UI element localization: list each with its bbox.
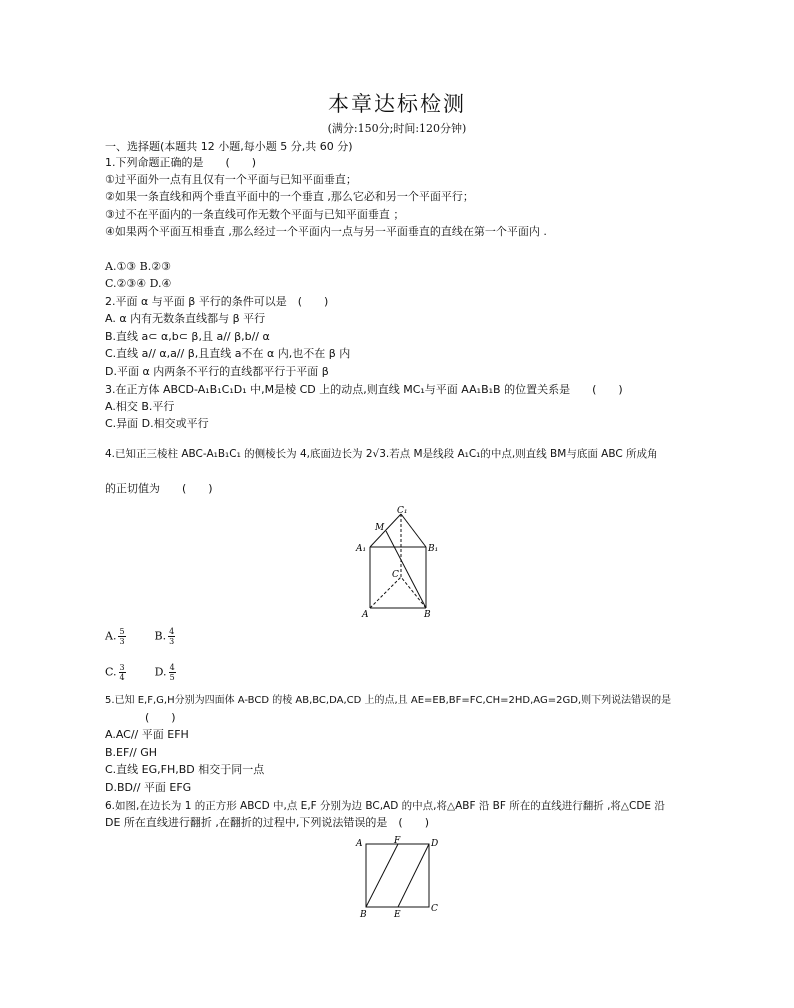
label-A: A: [362, 610, 369, 620]
q4-option-a-label: A.: [105, 629, 117, 643]
q2-option-d: D.平面 α 内两条不平行的直线都平行于平面 β: [105, 365, 329, 378]
q4-option-d-fraction: [169, 663, 176, 682]
label-B: B: [360, 910, 367, 920]
q4-option-b-fraction: [168, 627, 175, 646]
section-heading: 一、选择题(本题共 12 小题,每小题 5 分,共 60 分): [105, 140, 353, 153]
q6-stem-continued: DE 所在直线进行翻折 ,在翻折的过程中,下列说法错误的是 ( ): [105, 816, 429, 829]
q1-statement-2: ②如果一条直线和两个垂直平面中的一个垂直 ,那么它必和另一个平面平行；: [105, 190, 474, 203]
q2-option-b: B.直线 a⊂ α,b⊂ β,且 a// β,b// α: [105, 330, 270, 343]
q1-stem: 1.下列命题正确的是 ( ): [105, 156, 257, 169]
q2-option-a: A. α 内有无数条直线都与 β 平行: [105, 312, 266, 325]
q4-option-b-denominator: 3: [169, 637, 175, 646]
q2-option-c: C.直线 a// α,a// β,且直线 a不在 α 内,也不在 β 内: [105, 347, 351, 360]
q4-options-ab: [105, 627, 175, 646]
q4-option-c-denominator: 4: [119, 673, 125, 682]
q4-option-a-fraction: [118, 627, 125, 646]
label-A: A: [356, 839, 363, 849]
q5-option-b: B.EF// GH: [105, 746, 158, 759]
q4-prism-figure: [350, 505, 445, 620]
q4-stem: 4.已知正三棱柱 ABC-A₁B₁C₁ 的侧棱长为 4,底面边长为 2√3.若点 M是线段 A₁C₁的中点,则直线 BM与底面 ABC 所成角: [105, 448, 658, 460]
q1-statement-3: ③过不在平面内的一条直线可作无数个平面与已知平面垂直 ；: [105, 208, 405, 221]
q4-options-cd: [105, 663, 176, 682]
q6-square-figure: [352, 836, 442, 920]
q4-option-b-label: B.: [154, 629, 167, 643]
q4-option-d-label: D.: [154, 665, 167, 679]
q5-option-a: A.AC// 平面 EFH: [105, 728, 189, 741]
label-D: D: [431, 839, 439, 849]
label-F: F: [394, 836, 401, 846]
q4-option-a-numerator: 5: [119, 627, 125, 636]
q4-option-d-numerator: 4: [169, 663, 175, 672]
label-A1: A₁: [356, 544, 367, 554]
q4-option-c-numerator: 3: [119, 663, 125, 672]
q1-statement-1: ①过平面外一点有且仅有一个平面与已知平面垂直；: [105, 173, 357, 186]
q4-option-c-label: C.: [105, 665, 117, 679]
q1-options-ab: A.①③ B.②③: [105, 260, 171, 273]
page-title: 本章达标检测: [328, 92, 466, 116]
q5-option-c: C.直线 EG,FH,BD 相交于同一点: [105, 763, 265, 776]
q4-stem-continued: 的正切值为 ( ): [105, 482, 213, 495]
q4-option-d-denominator: 5: [169, 673, 175, 682]
label-M: M: [375, 523, 385, 533]
label-B: B: [424, 610, 431, 620]
label-C1: C₁: [397, 506, 408, 516]
label-C: C: [431, 904, 438, 914]
q3-options-cd: C.异面 D.相交或平行: [105, 417, 209, 430]
q4-option-a-denominator: 3: [119, 637, 125, 646]
q5-answer-paren: ( ): [145, 711, 176, 724]
q2-stem: 2.平面 α 与平面 β 平行的条件可以是 ( ): [105, 295, 329, 308]
q1-options-cd: C.②③④ D.④: [105, 277, 172, 290]
page-subtitle: (满分:150分;时间:120分钟): [327, 122, 467, 135]
q3-options-ab: A.相交 B.平行: [105, 400, 175, 413]
label-E: E: [394, 910, 401, 920]
q5-option-d: D.BD// 平面 EFG: [105, 781, 192, 794]
q4-option-b-numerator: 4: [169, 627, 175, 636]
q3-stem: 3.在正方体 ABCD-A₁B₁C₁D₁ 中,M是棱 CD 上的动点,则直线 MC₁与平面 AA₁B₁B 的位置关系是 ( ): [105, 383, 623, 396]
label-C: C: [392, 570, 399, 580]
q6-stem: 6.如图,在边长为 1 的正方形 ABCD 中,点 E,F 分别为边 BC,AD 的中点,将△ABF 沿 BF 所在的直线进行翻折 ,将△CDE 沿: [105, 800, 665, 812]
q5-stem: 5.已知 E,F,G,H分别为四面体 A-BCD 的棱 AB,BC,DA,CD 上的点,且 AE=EB,BF=FC,CH=2HD,AG=2GD,则下列说法错误的是: [105, 695, 672, 706]
q1-statement-4: ④如果两个平面互相垂直 ,那么经过一个平面内一点与另一平面垂直的直线在第一个平面内 .: [105, 225, 547, 238]
q4-option-c-fraction: [119, 663, 126, 682]
label-B1: B₁: [428, 544, 439, 554]
